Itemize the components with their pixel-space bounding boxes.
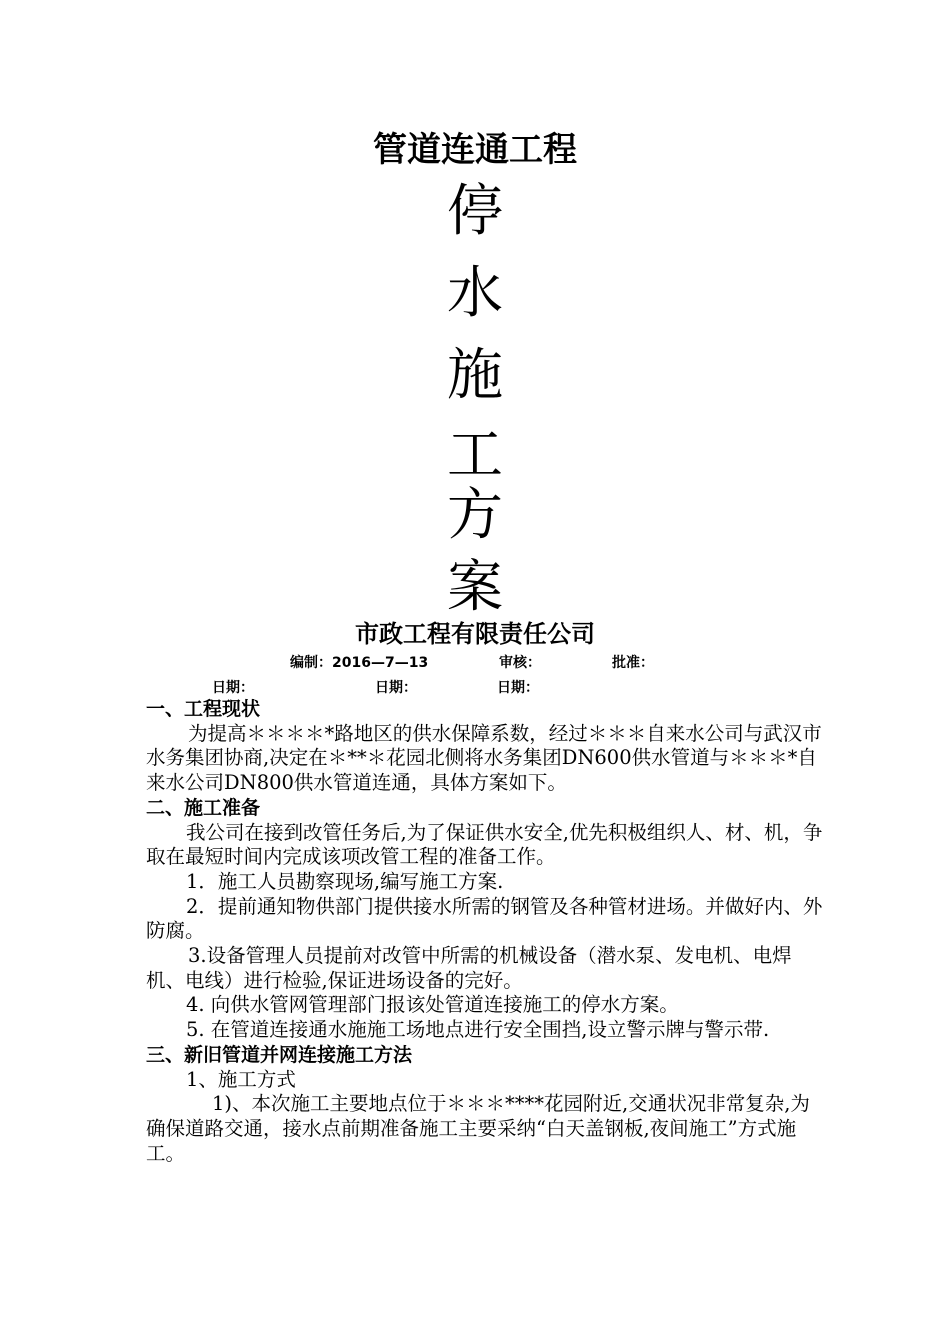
section-2-paragraph: 我公司在接到改管任务后,为了保证供水安全,优先积极组织人、材、机，争取在最短时间内完成该项改管工程的准备工作。 <box>146 820 823 869</box>
section-2-item-2: 2．提前通知物供部门提供接水所需的钢管及各种管材进场。并做好内、外防腐。 <box>146 894 823 943</box>
section-2-item-5: 5. 在管道连接通水施施工场地点进行安全围挡,设立警示牌与警示带. <box>186 1018 770 1042</box>
vertical-title-char-3: 施 <box>447 343 503 408</box>
date-label-1: 日期： <box>212 680 254 696</box>
date-label-3: 日期： <box>497 680 539 696</box>
company-name: 市政工程有限责任公司 <box>355 619 595 648</box>
vertical-title-char-1: 停 <box>447 179 503 244</box>
vertical-title-char-5: 方 <box>447 483 503 548</box>
section-2-item-3: 3.设备管理人员提前对改管中所需的机械设备（潜水泵、发电机、电焊机、电线）进行检验,保证进场设备的完好。 <box>146 944 792 992</box>
section-3-paragraph: 1)、本次施工主要地点位于＊＊＊****花园附近,交通状况非常复杂,为确保道路交通，接水点前期准备施工主要采纳“白天盖钢板,夜间施工”方式施工。 <box>146 1092 810 1165</box>
doc-title: 管道连通工程 <box>373 130 577 170</box>
vertical-title-char-2: 水 <box>447 261 503 326</box>
section-2-item-4: 4. 向供水管网管理部门报该处管道连接施工的停水方案。 <box>186 993 679 1017</box>
vertical-title-char-6: 案 <box>447 555 503 620</box>
section-2-heading: 二、施工准备 <box>146 796 261 819</box>
approve-label: 批准： <box>612 655 654 671</box>
review-label: 审核： <box>499 655 541 671</box>
section-1-heading: 一、工程现状 <box>146 698 261 720</box>
section-2-item-1: 1．施工人员勘察现场,编写施工方案. <box>186 869 504 893</box>
vertical-title-char-4: 工 <box>447 423 503 488</box>
date-label-2: 日期： <box>375 680 417 696</box>
section-3-subheading: 1、施工方式 <box>186 1067 296 1091</box>
section-1-paragraph: 为提高＊＊＊＊*路地区的供水保障系数，经过＊＊＊自来水公司与武汉市水务集团协商,决定在＊**＊花园北侧将水务集团DN600供水管道与＊＊＊*自来水公司DN800供水管道连通，具体方案如下。 <box>146 721 822 795</box>
document-body <box>146 697 826 1166</box>
compile-info: 编制：2016—7—13 <box>290 655 429 671</box>
section-3-heading: 三、新旧管道并网连接施工方法 <box>146 1043 413 1066</box>
